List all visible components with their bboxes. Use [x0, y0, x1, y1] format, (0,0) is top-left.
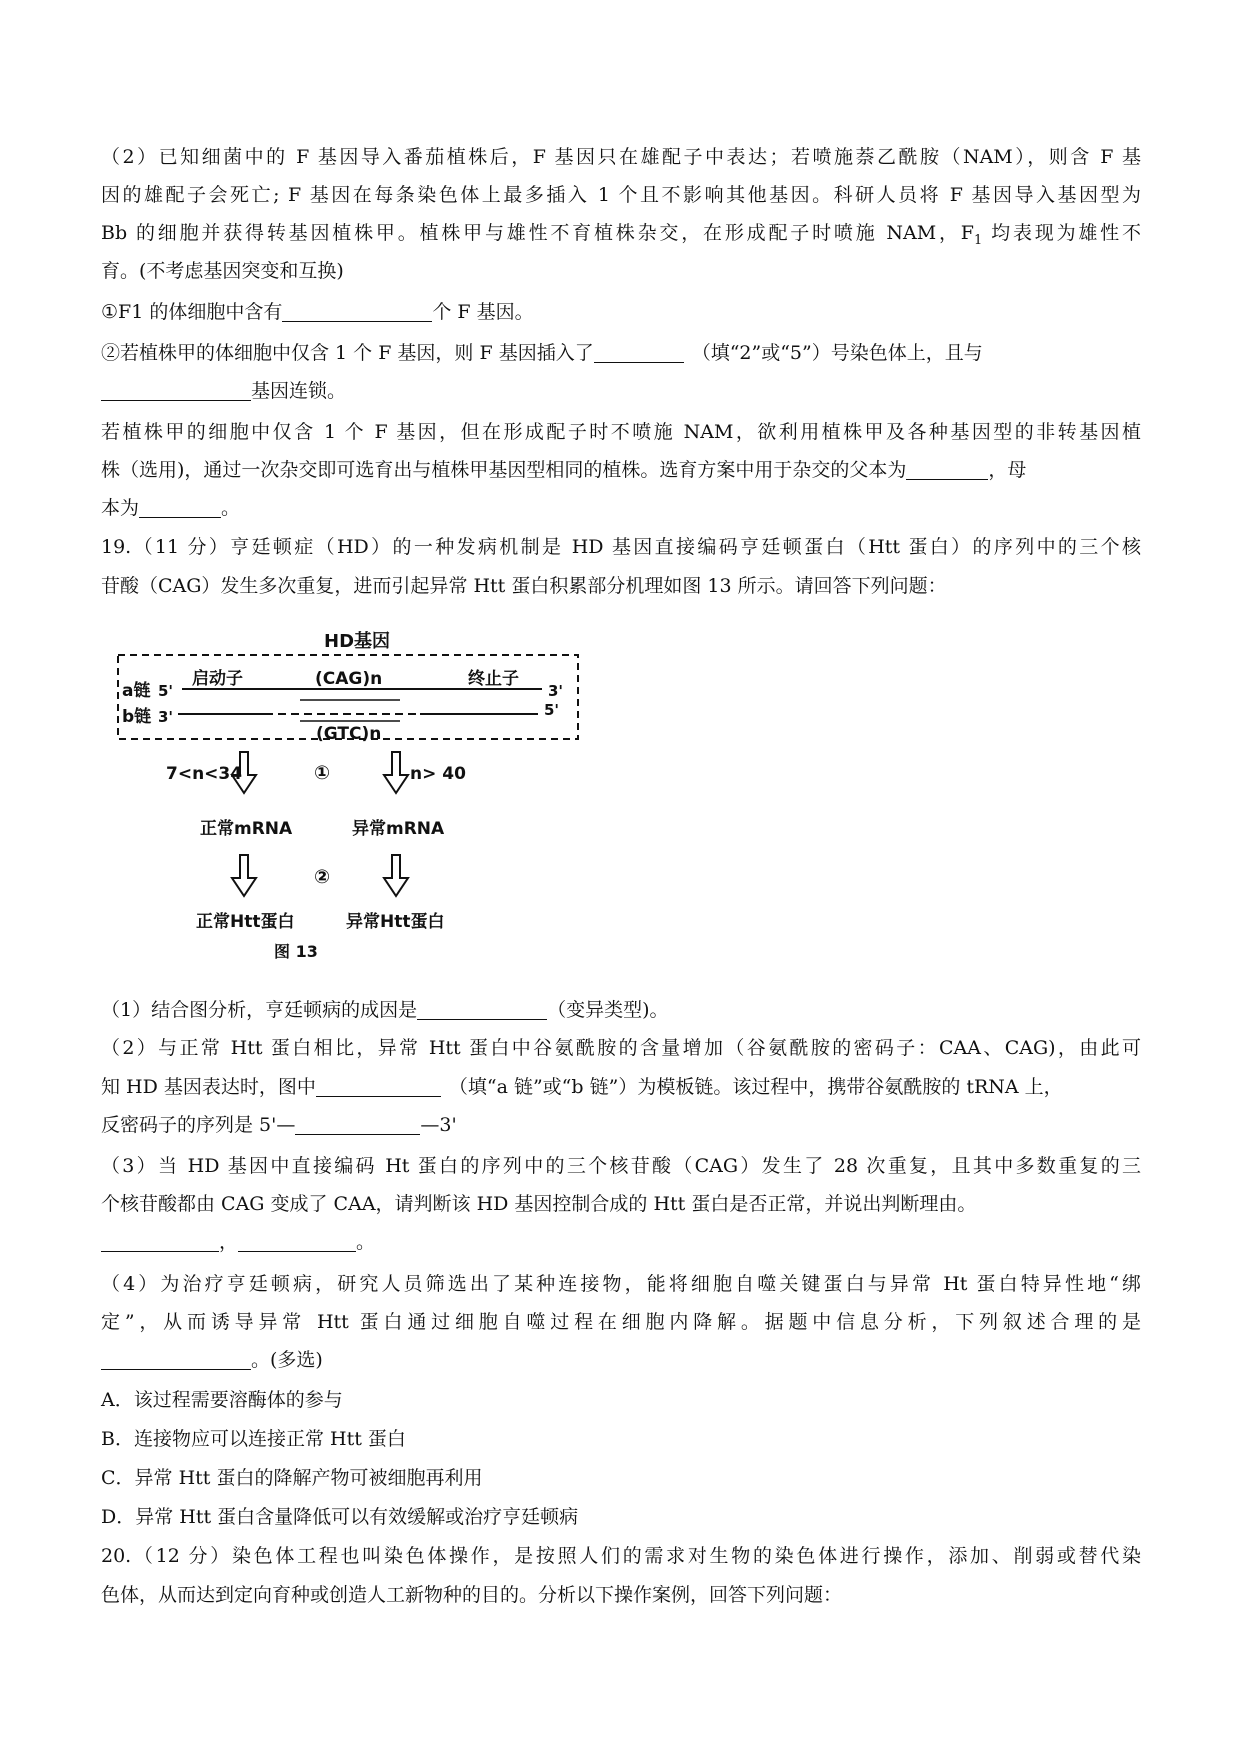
answer-blank-anticodon[interactable]	[295, 1110, 420, 1135]
answer-blank-linked-gene[interactable]	[101, 376, 251, 401]
hd-gene-title: HD基因	[324, 631, 391, 652]
q18-p3-line3	[101, 488, 1141, 528]
option-a: A．该过程需要溶酶体的参与	[101, 1389, 343, 1411]
strand-a-3-end: 3'	[548, 682, 564, 700]
q19-sub2-line1: （2）与正常 Htt 蛋白相比，异常 Htt 蛋白中谷氨酰胺的含量增加（谷氨酰胺的密码子：CAA、CAG)，由此可	[101, 1037, 1141, 1059]
q19-sub4-line3-text: 。(多选)	[251, 1349, 323, 1371]
q19-intro-line2: 苷酸（CAG）发生多次重复，进而引起异常 Htt 蛋白积累部分机理如图 13 所示。请回答下列问题：	[101, 575, 947, 597]
answer-blank-chromosome[interactable]	[594, 338, 684, 363]
q19-sub2-line3	[101, 1105, 1141, 1145]
strand-a-5-end: 5'	[158, 682, 174, 700]
q18-sub2-line2	[101, 371, 1141, 411]
q18-p2-line3-tail: 均表现为雄性不	[982, 222, 1141, 244]
step-1-marker: ①	[314, 762, 331, 784]
q19-sub3-line3	[101, 1222, 1141, 1262]
abnormal-protein-label: 异常Htt蛋白	[346, 912, 445, 932]
normal-mrna-label: 正常mRNA	[200, 819, 293, 839]
q18-p2-line1: （2）已知细菌中的 F 基因导入番茄植株后，F 基因只在雄配子中表达；若喷施萘乙酰胺（NAM），则含 F 基	[101, 146, 1141, 168]
normal-repeat-condition: 7<n<34	[166, 764, 243, 784]
gtc-repeat-label: (GTC)n	[316, 724, 382, 744]
figure-caption: 图 13	[274, 942, 318, 961]
strand-b-3-end: 3'	[158, 708, 174, 726]
q19-sub2-line2-text: 知 HD 基因表达时，图中	[101, 1076, 316, 1098]
cag-repeat-label: (CAG)n	[315, 669, 383, 689]
q18-sub2-tail: （填“2”或“5”）号染色体上，且与	[691, 342, 983, 364]
q18-sub1-text: ①F1 的体细胞中含有	[101, 301, 283, 323]
q18-p2-line2: 因的雄配子会死亡; F 基因在每条染色体上最多插入 1 个且不影响其他基因。科研人员将 F 基因导入基因型为	[101, 184, 1141, 206]
q19-sub2-line3-text: 反密码子的序列是 5'—	[101, 1114, 296, 1136]
q19-sub3-tail: 。	[356, 1231, 376, 1253]
strand-a-label: a链	[122, 681, 151, 701]
q18-p2-line3-text: Bb 的细胞并获得转基因植株甲。植株甲与雄性不育植株杂交，在形成配子时喷施 NAM，F	[101, 222, 974, 244]
q18-sub2-text: ②若植株甲的体细胞中仅含 1 个 F 基因，则 F 基因插入了	[101, 342, 594, 364]
step-2-marker: ②	[314, 866, 331, 888]
q19-sub4-line3	[101, 1340, 1141, 1380]
answer-blank-variation-type[interactable]	[417, 995, 547, 1020]
normal-protein-label: 正常Htt蛋白	[196, 912, 295, 932]
figure-13-diagram	[110, 625, 590, 965]
answer-blank-f-count[interactable]	[282, 297, 432, 322]
q18-p2-line3	[101, 213, 1141, 253]
abnormal-mrna-label: 异常mRNA	[352, 819, 445, 839]
answer-blank-reason[interactable]	[238, 1227, 356, 1252]
down-arrow-icon	[384, 752, 408, 793]
answer-blank-judgement[interactable]	[101, 1227, 219, 1252]
q18-p2-line4: 育。(不考虑基因突变和互换)	[101, 260, 344, 282]
q18-sub2-line2-text: 基因连锁。	[251, 380, 347, 402]
f1-subscript: 1	[974, 232, 983, 248]
answer-blank-template-strand[interactable]	[316, 1072, 441, 1097]
q18-p3-line2-text: 株（选用)，通过一次杂交即可选育出与植株甲基因型相同的植株。选育方案中用于杂交的父本为	[101, 459, 907, 481]
q19-sub2-line2-tail: （填“a 链”或“b 链”）为模板链。该过程中，携带谷氨酰胺的 tRNA 上，	[448, 1076, 1063, 1098]
q18-p3-line3-text: 本为	[101, 497, 140, 519]
q19-sub1-tail: （变异类型)。	[547, 999, 669, 1021]
answer-blank-multiple-choice[interactable]	[101, 1345, 251, 1370]
q20-line2: 色体，从而达到定向育种或创造人工新物种的目的。分析以下操作案例，回答下列问题：	[101, 1584, 843, 1606]
q18-sub1-tail: 个 F 基因。	[432, 301, 534, 323]
q19-sub2-line2	[101, 1067, 1141, 1107]
strand-b-5-end: 5'	[544, 701, 560, 719]
answer-blank-father[interactable]	[906, 455, 988, 480]
q19-sub4-line2: 定”，从而诱导异常 Htt 蛋白通过细胞自噬过程在细胞内降解。据题中信息分析，下列叙述合理的是	[101, 1311, 1141, 1333]
q18-p3-line2	[101, 450, 1141, 490]
strand-b-label: b链	[122, 707, 152, 727]
q19-sub4-line1: （4）为治疗亨廷顿病，研究人员筛选出了某种连接物，能将细胞自噬关键蛋白与异常 Ht 蛋白特异性地“绑	[101, 1273, 1141, 1295]
q18-p3-line3-tail: 。	[221, 497, 241, 519]
q18-sub1	[101, 292, 1141, 332]
q19-sub1	[101, 990, 1141, 1030]
q19-sub2-line3-tail: —3'	[420, 1114, 457, 1136]
option-c: C．异常 Htt 蛋白的降解产物可被细胞再利用	[101, 1467, 483, 1489]
q19-intro-line1: 19.（11 分）亨廷顿症（HD）的一种发病机制是 HD 基因直接编码亨廷顿蛋白（Htt 蛋白）的序列中的三个核	[101, 536, 1141, 558]
option-b: B．连接物应可以连接正常 Htt 蛋白	[101, 1428, 406, 1450]
answer-blank-mother[interactable]	[139, 493, 221, 518]
abnormal-repeat-condition: n> 40	[410, 764, 466, 784]
q19-sub3-comma: ，	[219, 1231, 239, 1253]
promoter-label: 启动子	[192, 669, 243, 689]
q19-sub3-line2: 个核苷酸都由 CAG 变成了 CAA，请判断该 HD 基因控制合成的 Htt 蛋白是否正常，并说出判断理由。	[101, 1193, 977, 1215]
q18-sub2	[101, 333, 1141, 373]
down-arrow-icon	[384, 855, 408, 896]
q18-p3-line1: 若植株甲的细胞中仅含 1 个 F 基因，但在形成配子时不喷施 NAM，欲利用植株甲及各种基因型的非转基因植	[101, 421, 1141, 443]
option-d: D．异常 Htt 蛋白含量降低可以有效缓解或治疗亨廷顿病	[101, 1506, 579, 1528]
terminator-label: 终止子	[468, 669, 519, 689]
q19-sub1-text: （1）结合图分析，亨廷顿病的成因是	[101, 999, 418, 1021]
q18-p3-line2-tail: ，母	[988, 459, 1027, 481]
q19-sub3-line1: （3）当 HD 基因中直接编码 Ht 蛋白的序列中的三个核苷酸（CAG）发生了 28 次重复，且其中多数重复的三	[101, 1155, 1141, 1177]
q20-line1: 20.（12 分）染色体工程也叫染色体操作，是按照人们的需求对生物的染色体进行操作，添加、削弱或替代染	[101, 1545, 1141, 1567]
down-arrow-icon	[232, 855, 256, 896]
